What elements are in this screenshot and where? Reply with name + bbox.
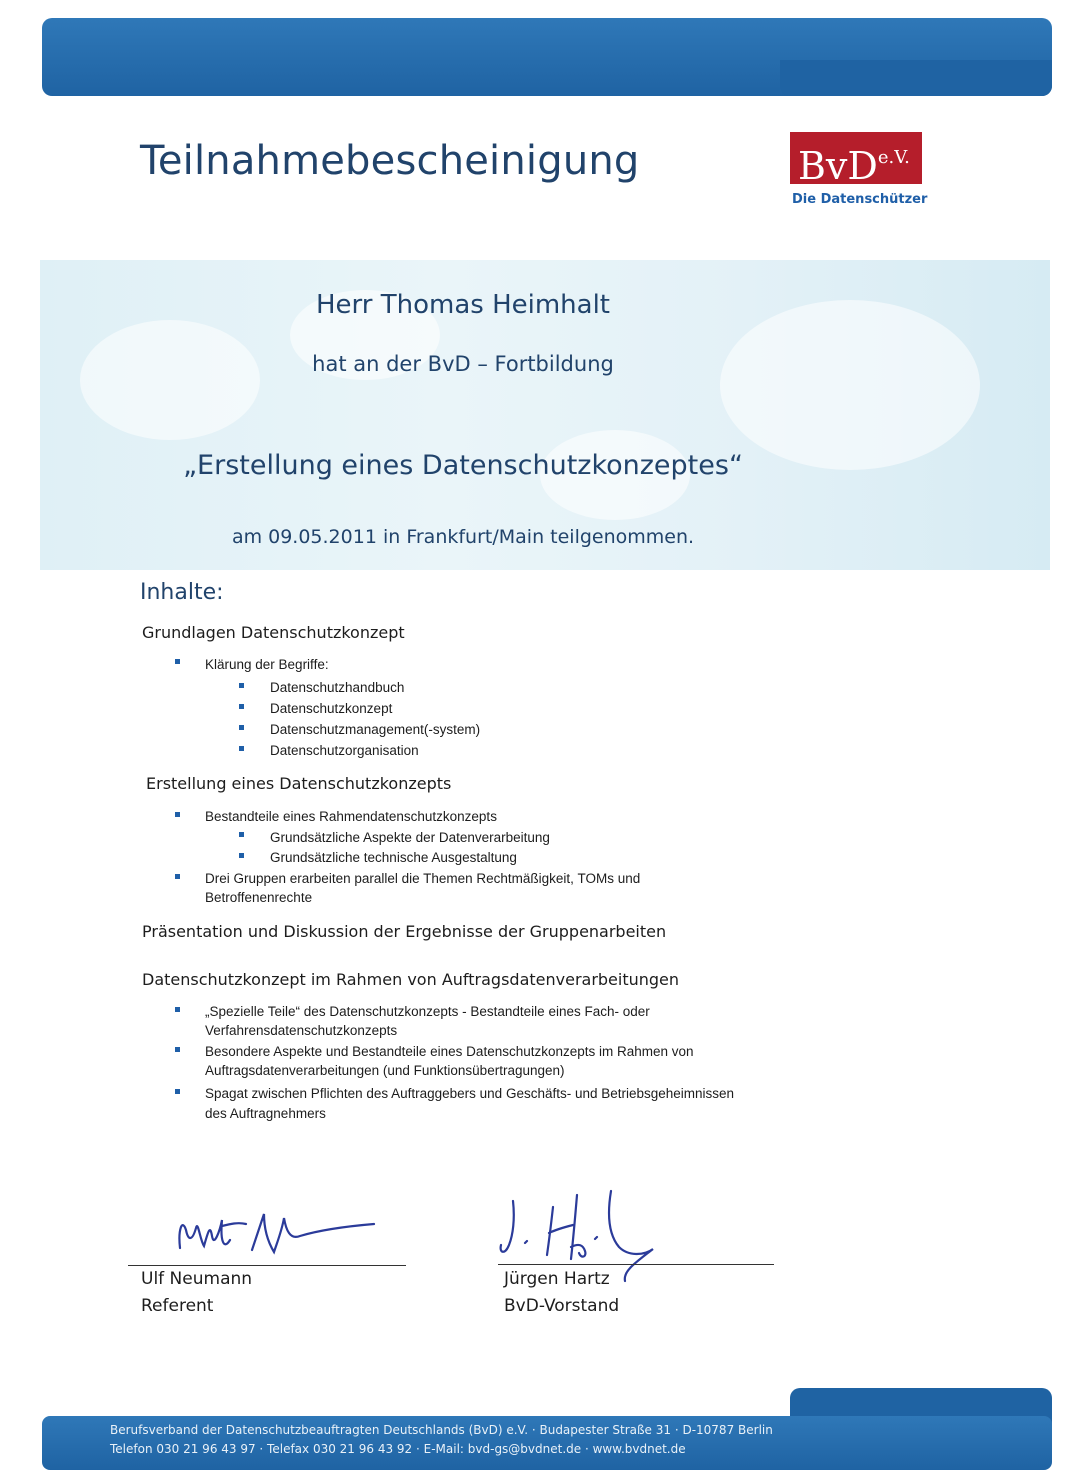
participant-name: Herr Thomas Heimhalt <box>316 290 610 320</box>
section-title: Erstellung eines Datenschutzkonzepts <box>146 774 452 793</box>
list-item-continuation: Auftragsdatenverarbeitungen (und Funktionsübertragungen) <box>205 1063 565 1078</box>
signatory-name-left: Ulf Neumann <box>141 1269 253 1289</box>
signature-line-left <box>128 1265 406 1266</box>
bullet-icon <box>175 1007 180 1012</box>
list-subitem: Datenschutzmanagement(-system) <box>270 722 481 737</box>
section-title: Grundlagen Datenschutzkonzept <box>142 623 405 642</box>
signatory-role-left: Referent <box>141 1296 214 1316</box>
list-item-continuation: Verfahrensdatenschutzkonzepts <box>205 1023 398 1038</box>
certificate-intro: hat an der BvD – Fortbildung <box>312 352 614 376</box>
bullet-icon <box>175 1047 180 1052</box>
map-decoration <box>80 320 260 440</box>
page-title: Teilnahmebescheinigung <box>140 138 640 184</box>
list-item: Spagat zwischen Pflichten des Auftraggebers und Geschäfts- und Betriebsgeheimnissen <box>205 1086 735 1101</box>
list-item: Klärung der Begriffe: <box>205 657 329 672</box>
bullet-icon <box>239 725 244 730</box>
list-subitem: Datenschutzorganisation <box>270 743 419 758</box>
bullet-icon <box>175 874 180 879</box>
map-decoration <box>720 300 980 470</box>
header-band-tab <box>780 60 1052 96</box>
bullet-icon <box>175 812 180 817</box>
list-item: „Spezielle Teile“ des Datenschutzkonzepts - Bestandteile eines Fach- oder <box>205 1004 650 1019</box>
bullet-icon <box>175 659 180 664</box>
list-subitem: Grundsätzliche Aspekte der Datenverarbeitung <box>270 830 550 845</box>
bullet-icon <box>239 683 244 688</box>
footer-contact: Telefon 030 21 96 43 97 · Telefax 030 21 96 43 92 · E-Mail: bvd-gs@bvdnet.de · www.bvdnet.de <box>110 1442 686 1456</box>
logo-text: BvD <box>798 144 878 188</box>
section-title: Datenschutzkonzept im Rahmen von Auftragsdatenverarbeitungen <box>142 970 680 989</box>
logo-suffix: e.V. <box>877 147 910 168</box>
list-item: Besondere Aspekte und Bestandteile eines Datenschutzkonzepts im Rahmen von <box>205 1044 694 1059</box>
bullet-icon <box>239 704 244 709</box>
list-subitem: Datenschutzhandbuch <box>270 680 405 695</box>
section-title: Präsentation und Diskussion der Ergebnisse der Gruppenarbeiten <box>142 922 667 941</box>
list-item: Drei Gruppen erarbeiten parallel die Themen Rechtmäßigkeit, TOMs und <box>205 871 641 886</box>
contents-heading: Inhalte: <box>140 580 224 605</box>
signature-line-right <box>498 1264 774 1265</box>
list-item: Bestandteile eines Rahmendatenschutzkonzepts <box>205 809 497 824</box>
list-item-continuation: Betroffenenrechte <box>205 890 313 905</box>
signatory-name-right: Jürgen Hartz <box>504 1269 610 1289</box>
course-date-location: am 09.05.2011 in Frankfurt/Main teilgenommen. <box>231 526 695 548</box>
bullet-icon <box>175 1089 180 1094</box>
bullet-icon <box>239 832 244 837</box>
list-subitem: Datenschutzkonzept <box>270 701 393 716</box>
signatory-role-right: BvD-Vorstand <box>504 1296 620 1316</box>
bullet-icon <box>239 746 244 751</box>
footer-address: Berufsverband der Datenschutzbeauftragten Deutschlands (BvD) e.V. · Budapester Straße 31 · D-10787 Berlin <box>110 1423 773 1437</box>
list-item-continuation: des Auftragnehmers <box>205 1106 326 1121</box>
signature-left <box>160 1200 390 1270</box>
list-subitem: Grundsätzliche technische Ausgestaltung <box>270 850 517 865</box>
bullet-icon <box>239 853 244 858</box>
logo-tagline: Die Datenschützer <box>792 192 928 207</box>
course-title: „Erstellung eines Datenschutzkonzeptes“ <box>183 450 743 481</box>
bvd-logo <box>790 132 922 188</box>
